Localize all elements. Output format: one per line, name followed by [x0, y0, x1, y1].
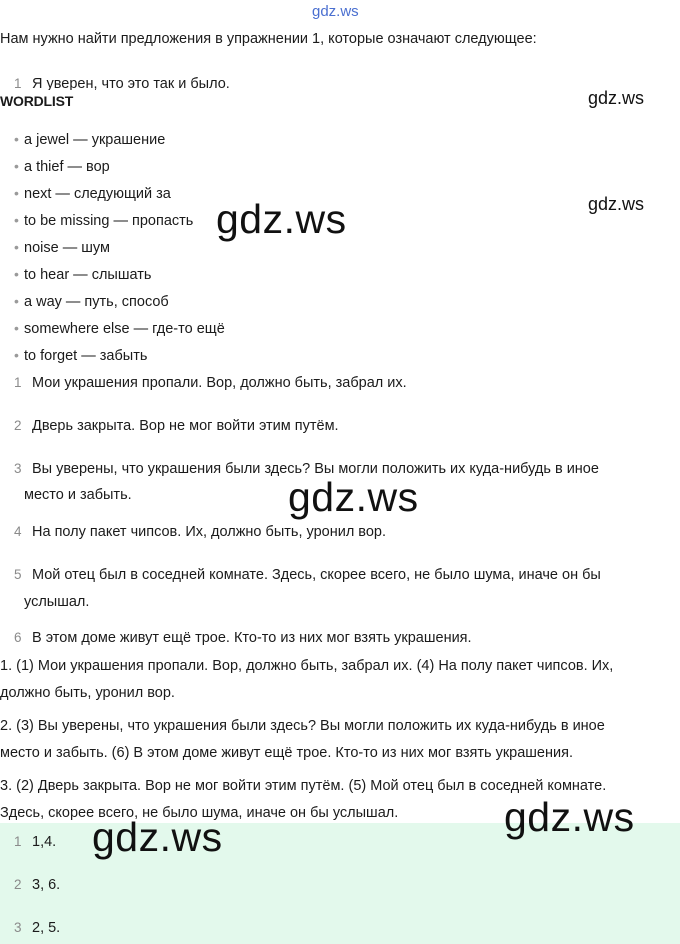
watermark-top: gdz.ws: [312, 3, 359, 20]
answer-item: 3 2, 5.: [14, 920, 61, 936]
wordlist-item: • a way — путь, способ: [14, 288, 169, 316]
wordlist-item: • to hear — слышать: [14, 261, 151, 289]
sentence-item: 3 Вы уверены, что украшения были здесь? Вы могли положить их куда-нибудь в иное: [14, 461, 599, 477]
watermark-big-1: gdz.ws: [216, 196, 347, 242]
sentence-item: 1 Мои украшения пропали. Вор, должно быть, забрал их.: [14, 375, 407, 391]
watermark-right-1: gdz.ws: [588, 88, 645, 108]
sentence-continuation: услышал.: [24, 594, 90, 610]
wordlist-heading: WORDLIST: [0, 93, 74, 109]
sentence-continuation: место и забыть.: [24, 487, 132, 503]
sentence-item: 2 Дверь закрыта. Вор не мог войти этим путём.: [14, 418, 339, 434]
bullet-icon: •: [14, 239, 19, 255]
explanation-line: 1. (1) Мои украшения пропали. Вор, должно быть, забрал их. (4) На полу пакет чипсов. Их,: [0, 658, 614, 674]
wordlist-item: • noise — шум: [14, 234, 110, 262]
bullet-icon: •: [14, 347, 19, 363]
answer-item: 2 3, 6.: [14, 877, 61, 893]
example-line: [0, 70, 680, 90]
explanation-line: Здесь, скорее всего, не было шума, иначе он бы услышал.: [0, 805, 399, 821]
sentence-item: 6 В этом доме живут ещё трое. Кто-то из них мог взять украшения.: [14, 630, 472, 646]
wordlist-item: • to be missing — пропасть: [14, 207, 193, 235]
explanation-line: 2. (3) Вы уверены, что украшения были здесь? Вы могли положить их куда-нибудь в иное: [0, 718, 605, 734]
watermark-big-2: gdz.ws: [288, 474, 419, 520]
explanation-line: должно быть, уронил вор.: [0, 685, 175, 701]
bullet-icon: •: [14, 158, 19, 174]
intro-text: Нам нужно найти предложения в упражнении 1, которые означают следующее:: [0, 31, 537, 47]
sentence-item: 4 На полу пакет чипсов. Их, должно быть, уронил вор.: [14, 524, 387, 540]
sentence-item: 5 Мой отец был в соседней комнате. Здесь, скорее всего, не было шума, иначе он бы: [14, 567, 601, 583]
bullet-icon: •: [14, 185, 19, 201]
answer-item: 1 1,4.: [14, 834, 57, 850]
wordlist-item: • a thief — вор: [14, 153, 110, 181]
watermark-big-3: gdz.ws: [504, 794, 635, 840]
watermark-right-2: gdz.ws: [588, 194, 645, 214]
explanation-line: 3. (2) Дверь закрыта. Вор не мог войти этим путём. (5) Мой отец был в соседней комнате.: [0, 778, 607, 794]
bullet-icon: •: [14, 131, 19, 147]
example-text: Я уверен, что это так и было.: [32, 76, 230, 90]
wordlist-item: • to forget — забыть: [14, 342, 147, 370]
bullet-icon: •: [14, 293, 19, 309]
bullet-icon: •: [14, 320, 19, 336]
example-number: 1: [14, 76, 22, 90]
wordlist-item: • a jewel — украшение: [14, 126, 165, 154]
wordlist-item: • next — следующий за: [14, 180, 171, 208]
wordlist-item: • somewhere else — где-то ещё: [14, 315, 225, 343]
watermark-big-4: gdz.ws: [92, 814, 223, 860]
explanation-line: место и забыть. (6) В этом доме живут ещё трое. Кто-то из них мог взять украшения.: [0, 745, 573, 761]
bullet-icon: •: [14, 266, 19, 282]
bullet-icon: •: [14, 212, 19, 228]
